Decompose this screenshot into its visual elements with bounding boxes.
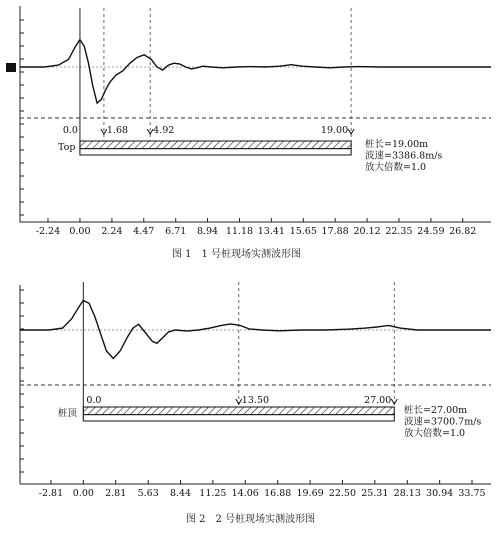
x-tick-label: 22.50: [328, 488, 357, 499]
x-tick-label: 17.88: [321, 226, 349, 237]
x-tick-label: 19.69: [296, 488, 324, 499]
x-tick-label: 26.82: [449, 226, 477, 237]
x-tick-label: 15.65: [289, 226, 317, 237]
x-tick-label: 30.94: [426, 488, 454, 499]
x-tick-label: 20.12: [353, 226, 381, 237]
x-tick-label: 11.25: [199, 488, 227, 499]
figure-caption: 图 1 1 号桩现场实测波形图: [172, 249, 302, 260]
x-tick-label: 14.06: [231, 488, 259, 499]
x-tick-label: 22.35: [385, 226, 413, 237]
pile-bar: [83, 407, 394, 415]
y-ticks: [20, 290, 24, 472]
x-tick-label: 4.47: [133, 226, 155, 237]
marker-label: 19.00: [320, 125, 349, 136]
pile-diagram: [58, 395, 481, 439]
pile-bar-base: [80, 149, 351, 155]
pile-bar: [80, 141, 351, 149]
y-ticks: [20, 20, 24, 215]
marker-label: 0.0: [62, 125, 78, 136]
x-ticks: [36, 218, 477, 237]
marker-label: 4.92: [153, 125, 175, 136]
marker-label: 13.50: [241, 395, 270, 406]
pile-info-line: 波速=3700.7m/s: [404, 416, 482, 428]
x-tick-label: 6.71: [165, 226, 187, 237]
x-ticks: [39, 480, 486, 499]
x-tick-label: 13.41: [257, 226, 285, 237]
marker-label: 1.68: [106, 125, 129, 136]
x-tick-label: 25.31: [361, 488, 389, 499]
pile-info-line: 波速=3386.8m/s: [365, 150, 443, 162]
x-tick-label: 24.59: [417, 226, 445, 237]
marker-arrow-icon: [391, 399, 397, 404]
x-tick-label: 2.81: [105, 488, 127, 499]
figure-caption: 图 2 2 号桩现场实测波形图: [186, 514, 316, 525]
figure-2: [20, 282, 491, 525]
marker-label: 27.00: [364, 395, 392, 406]
pile-head-label: Top: [58, 142, 76, 153]
marker-lines: [83, 282, 397, 421]
trace-marker-icon: [6, 63, 16, 72]
wave-line: [20, 300, 491, 358]
x-tick-label: 16.88: [264, 488, 292, 499]
x-tick-label: 0.00: [72, 488, 94, 499]
x-tick-label: 2.24: [101, 226, 123, 237]
pile-info-line: 桩长=19.00m: [365, 139, 429, 150]
pile-head-label: 桩顶: [58, 408, 78, 419]
x-tick-label: 33.75: [458, 488, 486, 499]
pile-info-line: 放大倍数=1.0: [365, 162, 427, 173]
x-tick-label: 8.94: [196, 226, 219, 237]
wave-line: [20, 40, 491, 104]
pile-info-line: 放大倍数=1.0: [404, 428, 466, 439]
x-tick-label: 0.00: [69, 226, 91, 237]
x-tick-label: 5.63: [137, 488, 159, 499]
pile-diagram: [58, 125, 442, 173]
figure-1: [6, 6, 491, 260]
x-tick-label: -2.24: [35, 226, 61, 237]
pile-bar-base: [83, 415, 394, 421]
pile-info-line: 桩长=27.00m: [404, 405, 468, 416]
x-tick-label: 8.44: [169, 488, 192, 499]
x-tick-label: 11.18: [225, 226, 254, 237]
x-tick-label: -2.81: [38, 488, 64, 499]
x-tick-label: 28.13: [393, 488, 421, 499]
marker-label: 0.0: [86, 395, 102, 406]
